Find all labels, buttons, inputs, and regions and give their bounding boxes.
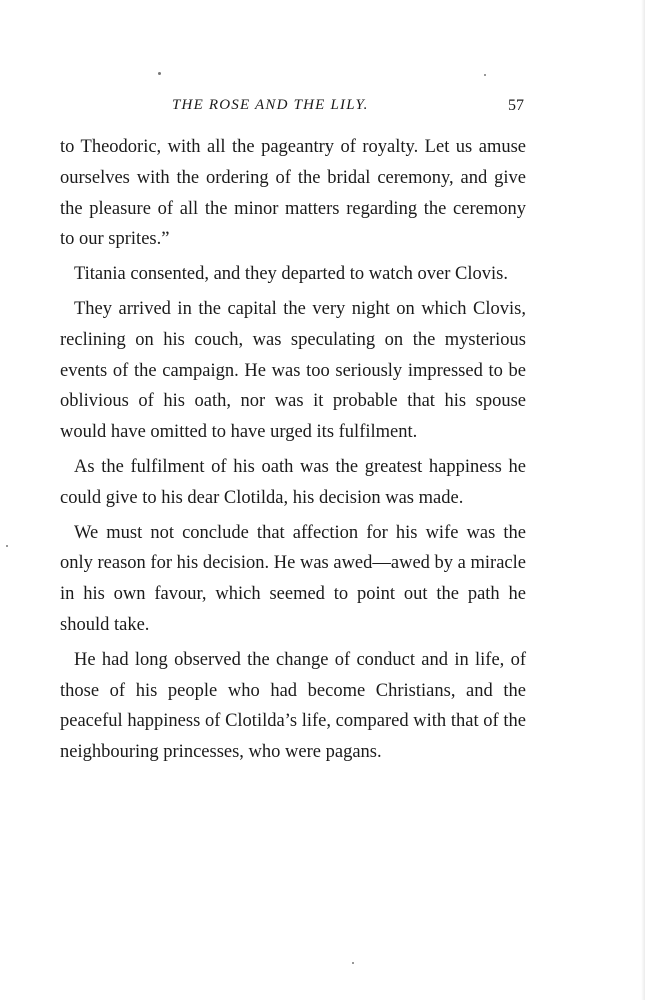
paper-speck <box>352 962 354 964</box>
paper-speck <box>158 72 161 75</box>
paper-speck <box>484 74 486 76</box>
paragraph-4: As the fulfilment of his oath was the greatest happiness he could give to his dear Clotilda, his decision was made. <box>60 456 526 508</box>
paragraph-5: We must not conclude that affection for his wife was the only reason for his decision. He was awed—awed by a miracle in his own favour, which seemed to point out the path he should take. <box>60 522 526 635</box>
paragraph-6: He had long observed the change of conduct and in life, of those of his people who had become Christians, and the peaceful happiness of Clotilda’s life, compared with that of the neighbouring princesses, who were pagans. <box>60 649 526 763</box>
page-edge-shadow <box>641 0 645 1000</box>
paper-speck <box>6 545 8 547</box>
running-head <box>0 97 645 121</box>
paragraph-3: They arrived in the capital the very night on which Clovis, reclining on his couch, was speculating on the mysterious events of the campaign. He was too seriously impressed to be oblivious of his oath, nor was it probable that his spouse would have omitted to have urged its fulfilment. <box>60 298 526 443</box>
body-text <box>60 132 526 772</box>
paragraph-2: Titania consented, and they departed to watch over Clovis. <box>74 264 508 285</box>
page-number: 57 <box>508 97 524 114</box>
paragraph-1: to Theodoric, with all the pageantry of royalty. Let us amuse ourselves with the ordering of the bridal ceremony, and give the pleasure of all the minor matters regarding the ceremony to our sprites.” <box>60 137 526 250</box>
running-title: THE ROSE AND THE LILY. <box>172 97 369 113</box>
